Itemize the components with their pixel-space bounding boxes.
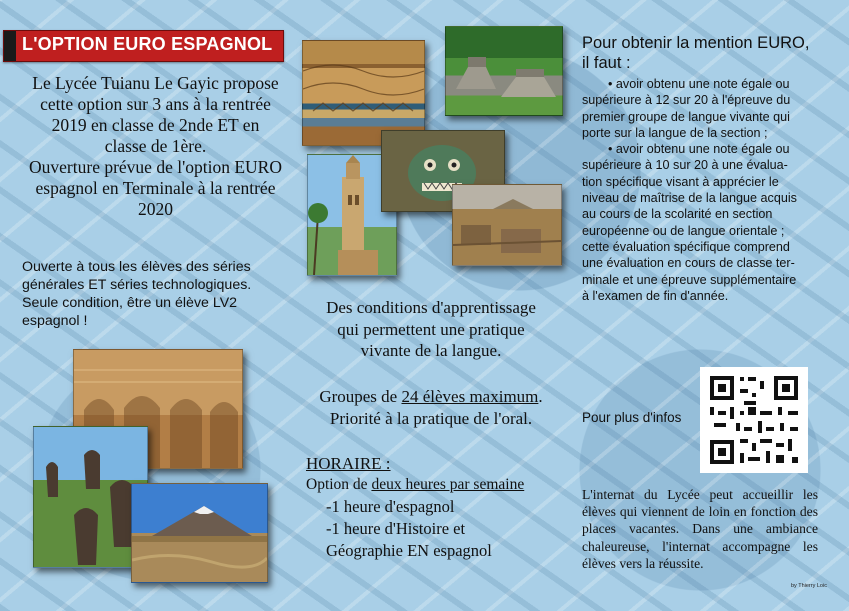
condition-line: cette évaluation spécifique comprend — [582, 239, 790, 254]
conditions-text — [302, 297, 560, 362]
conditions-line: vivante de la langue. — [360, 341, 502, 360]
condition-line: niveau de maîtrise de la langue acquis — [582, 191, 797, 206]
condition-line: européenne ou de langue orientale ; — [582, 223, 785, 238]
page-title: L'OPTION EURO ESPAGNOL — [22, 34, 273, 54]
horaire-option-prefix: Option de — [306, 476, 372, 493]
ancient-ruins-photo — [452, 184, 562, 266]
condition-line: • avoir obtenu une note égale ou — [608, 142, 790, 157]
groups-text — [302, 386, 560, 429]
intro-text — [14, 73, 297, 220]
horaire-item: Géographie EN espagnol — [326, 541, 492, 560]
mention-title-line: Pour obtenir la mention EURO, — [582, 34, 810, 52]
intro-line: Le Lycée Tuianu Le Gayic propose — [32, 73, 279, 93]
mention-title — [582, 33, 842, 73]
title-banner — [3, 30, 284, 62]
horaire-option — [306, 476, 524, 494]
condition-line: au cours de la scolarité en section — [582, 207, 773, 222]
horaire-heading: HORAIRE : — [306, 454, 391, 473]
oral-priority: Priorité à la pratique de l'oral. — [329, 408, 533, 428]
intro-line: espagnol en Terminale à la rentrée — [35, 178, 276, 198]
horaire-item: -1 heure d'Histoire et — [326, 519, 466, 538]
intro-line: 2020 — [138, 199, 173, 219]
intro-line: classe de 1ère. — [104, 136, 207, 156]
groups-max: 24 élèves maximum — [401, 387, 539, 406]
qr-code[interactable] — [700, 367, 808, 473]
mention-conditions — [582, 76, 818, 304]
volcano-desert-photo — [131, 483, 268, 583]
condition-line: tion spécifique visant à apprécier le — [582, 174, 779, 189]
condition-line: à l'examen de fin d'année. — [582, 288, 729, 303]
condition-line: une évaluation en cours de classe ter- — [582, 256, 795, 271]
condition-line: • avoir obtenu une note égale ou — [608, 77, 790, 91]
eligibility-line: générales ET séries technologiques. — [22, 277, 252, 293]
mayan-ruins-photo — [445, 26, 563, 116]
conditions-line: Des conditions d'apprentissage — [326, 298, 536, 317]
condition-line: porte sur la langue de la section ; — [582, 125, 768, 140]
eligibility-line: espagnol ! — [22, 313, 88, 329]
groups-suffix: . — [538, 387, 543, 406]
condition-line: supérieure à 10 sur 20 à une évalua- — [582, 158, 788, 173]
photo-credit: by Thierry Loic — [791, 583, 827, 589]
horaire-item: -1 heure d'espagnol — [326, 497, 455, 516]
mention-title-line: il faut : — [582, 54, 631, 72]
condition-line: minale et une épreuve supplémentaire — [582, 272, 797, 287]
horaire-option-hours: deux heures par semaine — [371, 476, 525, 493]
intro-line: 2019 en classe de 2nde ET en — [51, 115, 260, 135]
condition-line: supérieure à 12 sur 20 à l'épreuve du — [582, 93, 791, 108]
intro-line: Ouverture prévue de l'option EURO — [29, 157, 282, 177]
internat-text: L'internat du Lycée peut accueillir les élèves qui viennent de loin en fonction des places vacantes. Dans une ambiance chaleureuse, l'internat accompagne les élèves vers la réussite. — [582, 487, 818, 571]
groups-prefix: Groupes de — [319, 387, 402, 406]
more-info-label: Pour plus d'infos — [582, 410, 682, 425]
eligibility-text — [22, 258, 290, 330]
intro-line: cette option sur 3 ans à la rentrée — [40, 94, 271, 114]
eligibility-line: Seule condition, être un élève LV2 — [22, 295, 238, 311]
eligibility-line: Ouverte à tous les élèves des séries — [22, 259, 251, 275]
condition-line: premier groupe de langue vivante qui — [582, 109, 790, 124]
conditions-line: qui permettent une pratique — [337, 319, 525, 339]
